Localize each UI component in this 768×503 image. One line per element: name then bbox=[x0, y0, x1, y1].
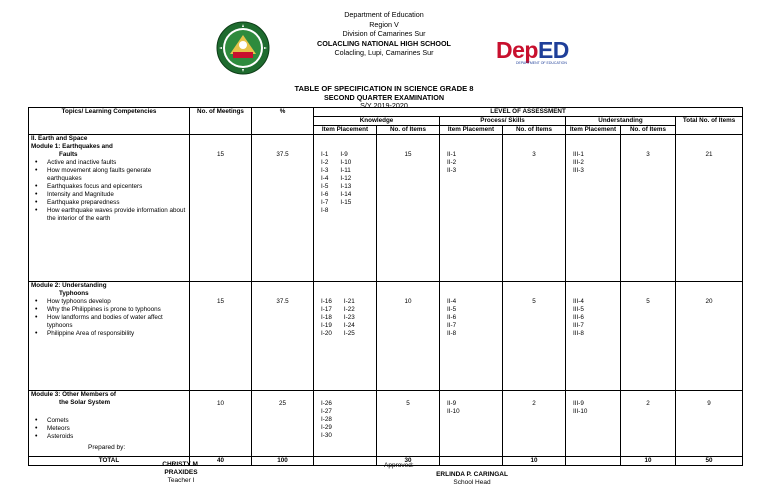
competency-list bbox=[31, 417, 187, 441]
module-title: Module 2: Understanding bbox=[31, 282, 107, 289]
k-item-placement bbox=[314, 391, 377, 457]
list-item: • Meteors bbox=[31, 425, 187, 433]
total-label: TOTAL bbox=[29, 457, 190, 466]
item-label: I-14 bbox=[340, 191, 352, 198]
total-percent: 100 bbox=[252, 457, 314, 466]
item-label: I-5 bbox=[321, 183, 329, 190]
header-p-no-items: No. of Items bbox=[503, 126, 566, 135]
u-count: 3 bbox=[621, 135, 676, 282]
percent-value: 37.5 bbox=[252, 282, 314, 391]
approver-block bbox=[432, 471, 512, 487]
k-count: 5 bbox=[377, 391, 440, 457]
p-item-placement bbox=[440, 391, 503, 457]
competency-list bbox=[31, 159, 187, 223]
k-count: 15 bbox=[377, 135, 440, 282]
list-item: • How landforms and bodies of water affect typhoons bbox=[31, 314, 187, 330]
item-label: II-8 bbox=[447, 330, 457, 337]
list-item: • Intensity and Magnitude bbox=[31, 191, 187, 199]
list-item: • How typhoons develop bbox=[31, 298, 187, 306]
item-label: I-12 bbox=[340, 175, 352, 182]
total-knowledge: 30 bbox=[377, 457, 440, 466]
school-address: Colacling, Lupi, Camarines Sur bbox=[334, 48, 434, 57]
item-label: I-8 bbox=[321, 207, 329, 214]
header-topics: Topics/ Learning Competencies bbox=[29, 108, 190, 135]
header-p-item-placement: Item Placement bbox=[440, 126, 503, 135]
total-process: 10 bbox=[503, 457, 566, 466]
item-label: I-26 bbox=[321, 400, 332, 407]
item-label: III-4 bbox=[573, 298, 584, 305]
topic-cell bbox=[29, 282, 190, 391]
item-label: I-17 bbox=[321, 306, 332, 313]
meetings-value: 15 bbox=[190, 135, 252, 282]
table-row bbox=[29, 282, 743, 391]
deped-logo-dep: Dep bbox=[496, 37, 538, 63]
p-item-placement bbox=[440, 282, 503, 391]
u-item-placement bbox=[566, 135, 621, 282]
p-item-placement bbox=[440, 135, 503, 282]
item-label: I-18 bbox=[321, 314, 332, 321]
item-label: I-4 bbox=[321, 175, 329, 182]
item-label: II-2 bbox=[447, 159, 457, 166]
u-count: 5 bbox=[621, 282, 676, 391]
section-title: II. Earth and Space bbox=[31, 135, 88, 142]
item-label: II-1 bbox=[447, 151, 457, 158]
total-understanding: 10 bbox=[621, 457, 676, 466]
header-percent: % bbox=[252, 108, 314, 135]
k-count: 10 bbox=[377, 282, 440, 391]
module-title-cont: the Solar System bbox=[59, 399, 111, 406]
total-meetings: 40 bbox=[190, 457, 252, 466]
header-understanding: Understanding bbox=[566, 117, 676, 126]
item-label: I-16 bbox=[321, 298, 332, 305]
item-label: I-19 bbox=[321, 322, 332, 329]
deped-logo-ed: ED bbox=[537, 37, 569, 63]
u-count: 2 bbox=[621, 391, 676, 457]
total-u-placement-empty bbox=[566, 457, 621, 466]
specification-table bbox=[28, 107, 743, 466]
deped-tagline: DEPARTMENT OF EDUCATION bbox=[516, 61, 567, 65]
k-item-placement bbox=[314, 282, 377, 391]
total-k-placement-empty bbox=[314, 457, 377, 466]
competency-list bbox=[31, 298, 187, 338]
header-k-no-items: No. of Items bbox=[377, 126, 440, 135]
item-label: II-10 bbox=[447, 408, 460, 415]
module-title-cont: Typhoons bbox=[59, 290, 89, 297]
dept-name: Department of Education bbox=[344, 10, 424, 19]
item-label: I-23 bbox=[343, 314, 355, 321]
p-count: 3 bbox=[503, 135, 566, 282]
title-line-3: S/Y 2019-2020 bbox=[360, 101, 408, 111]
item-label: I-29 bbox=[321, 424, 332, 431]
total-items: 9 bbox=[676, 391, 743, 457]
module-title: Module 1: Earthquakes and bbox=[31, 143, 113, 150]
u-item-placement bbox=[566, 391, 621, 457]
percent-value: 25 bbox=[252, 391, 314, 457]
header-u-no-items: No. of Items bbox=[621, 126, 676, 135]
total-all-items: 50 bbox=[676, 457, 743, 466]
letterhead bbox=[0, 10, 768, 58]
approver-name: ERLINDA P. CARINGAL bbox=[436, 471, 508, 478]
header-u-item-placement: Item Placement bbox=[566, 126, 621, 135]
deped-logo bbox=[496, 38, 572, 68]
total-items: 20 bbox=[676, 282, 743, 391]
item-label: III-7 bbox=[573, 322, 584, 329]
item-label: I-7 bbox=[321, 199, 329, 206]
list-item: • Active and inactive faults bbox=[31, 159, 187, 167]
item-label: I-20 bbox=[321, 330, 332, 337]
list-item: • Philippine Area of responsibility bbox=[31, 330, 187, 338]
item-label: III-2 bbox=[573, 159, 584, 166]
item-label: I-1 bbox=[321, 151, 329, 158]
header-meetings: No. of Meetings bbox=[190, 108, 252, 135]
title-line-2: SECOND QUARTER EXAMINATION bbox=[323, 92, 445, 102]
meetings-value: 10 bbox=[190, 391, 252, 457]
list-item: • Comets bbox=[31, 417, 187, 425]
division-seal-logo bbox=[216, 21, 270, 75]
item-label: I-21 bbox=[343, 298, 355, 305]
preparer-block bbox=[146, 461, 216, 485]
approver-role: School Head bbox=[453, 479, 491, 486]
header-process: Process/ Skills bbox=[440, 117, 566, 126]
item-label: III-6 bbox=[573, 314, 584, 321]
item-label: III-1 bbox=[573, 151, 584, 158]
item-label: III-5 bbox=[573, 306, 584, 313]
list-item: • Earthquakes focus and epicenters bbox=[31, 183, 187, 191]
item-label: I-2 bbox=[321, 159, 329, 166]
item-label: II-4 bbox=[447, 298, 457, 305]
item-label: I-28 bbox=[321, 416, 332, 423]
region-name: Region V bbox=[369, 19, 399, 29]
list-item: • How earthquake waves provide information about the interior of the earth bbox=[31, 207, 187, 223]
item-label: I-10 bbox=[340, 159, 352, 166]
list-item: • Earthquake preparedness bbox=[31, 199, 187, 207]
p-count: 2 bbox=[503, 391, 566, 457]
item-label: I-3 bbox=[321, 167, 329, 174]
school-name: COLACLING NATIONAL HIGH SCHOOL bbox=[317, 38, 451, 48]
list-item: • Why the Philippines is prone to typhoons bbox=[31, 306, 187, 314]
module-title: Module 3: Other Members of bbox=[31, 391, 117, 398]
item-label: I-6 bbox=[321, 191, 329, 198]
item-label: I-15 bbox=[340, 199, 352, 206]
meetings-value: 15 bbox=[190, 282, 252, 391]
total-p-placement-empty bbox=[440, 457, 503, 466]
item-label: I-13 bbox=[340, 183, 352, 190]
item-label: I-22 bbox=[343, 306, 355, 313]
list-item: • Asteroids bbox=[31, 433, 187, 441]
item-label: I-30 bbox=[321, 432, 332, 439]
title-line-1: TABLE OF SPECIFICATION IN SCIENCE GRADE 8 bbox=[294, 84, 474, 93]
module-title-cont: Faults bbox=[59, 151, 78, 158]
table-row bbox=[29, 391, 743, 457]
header-level-of-assessment: LEVEL OF ASSESSMENT bbox=[314, 108, 743, 117]
header-k-item-placement: Item Placement bbox=[314, 126, 377, 135]
header-total-items: Total No. of Items bbox=[676, 117, 743, 135]
list-item: • How movement along faults generate earthquakes bbox=[31, 167, 187, 183]
item-label: I-9 bbox=[340, 151, 348, 158]
item-label: II-5 bbox=[447, 306, 457, 313]
item-label: I-11 bbox=[340, 167, 351, 174]
preparer-name: CHRISTY M. PRAXIDES bbox=[162, 461, 200, 476]
p-count: 5 bbox=[503, 282, 566, 391]
division-name: Division of Camarines Sur bbox=[342, 29, 426, 38]
header-knowledge: Knowledge bbox=[314, 117, 440, 126]
item-label: II-6 bbox=[447, 314, 457, 321]
item-label: III-10 bbox=[573, 408, 588, 415]
topic-cell bbox=[29, 135, 190, 282]
k-item-placement bbox=[314, 135, 377, 282]
u-item-placement bbox=[566, 282, 621, 391]
item-label: III-9 bbox=[573, 400, 584, 407]
percent-value: 37.5 bbox=[252, 135, 314, 282]
approved-label: Approved: bbox=[384, 462, 414, 469]
table-row bbox=[29, 135, 743, 282]
item-label: II-7 bbox=[447, 322, 457, 329]
item-label: II-3 bbox=[447, 167, 457, 174]
preparer-role: Teacher I bbox=[167, 477, 195, 484]
item-label: III-3 bbox=[573, 167, 584, 174]
item-label: I-25 bbox=[343, 330, 355, 337]
item-label: I-27 bbox=[321, 408, 332, 415]
prepared-by-label: Prepared by: bbox=[88, 444, 126, 451]
item-label: II-9 bbox=[447, 400, 457, 407]
item-label: I-24 bbox=[343, 322, 355, 329]
item-label: III-8 bbox=[573, 330, 584, 337]
total-items: 21 bbox=[676, 135, 743, 282]
